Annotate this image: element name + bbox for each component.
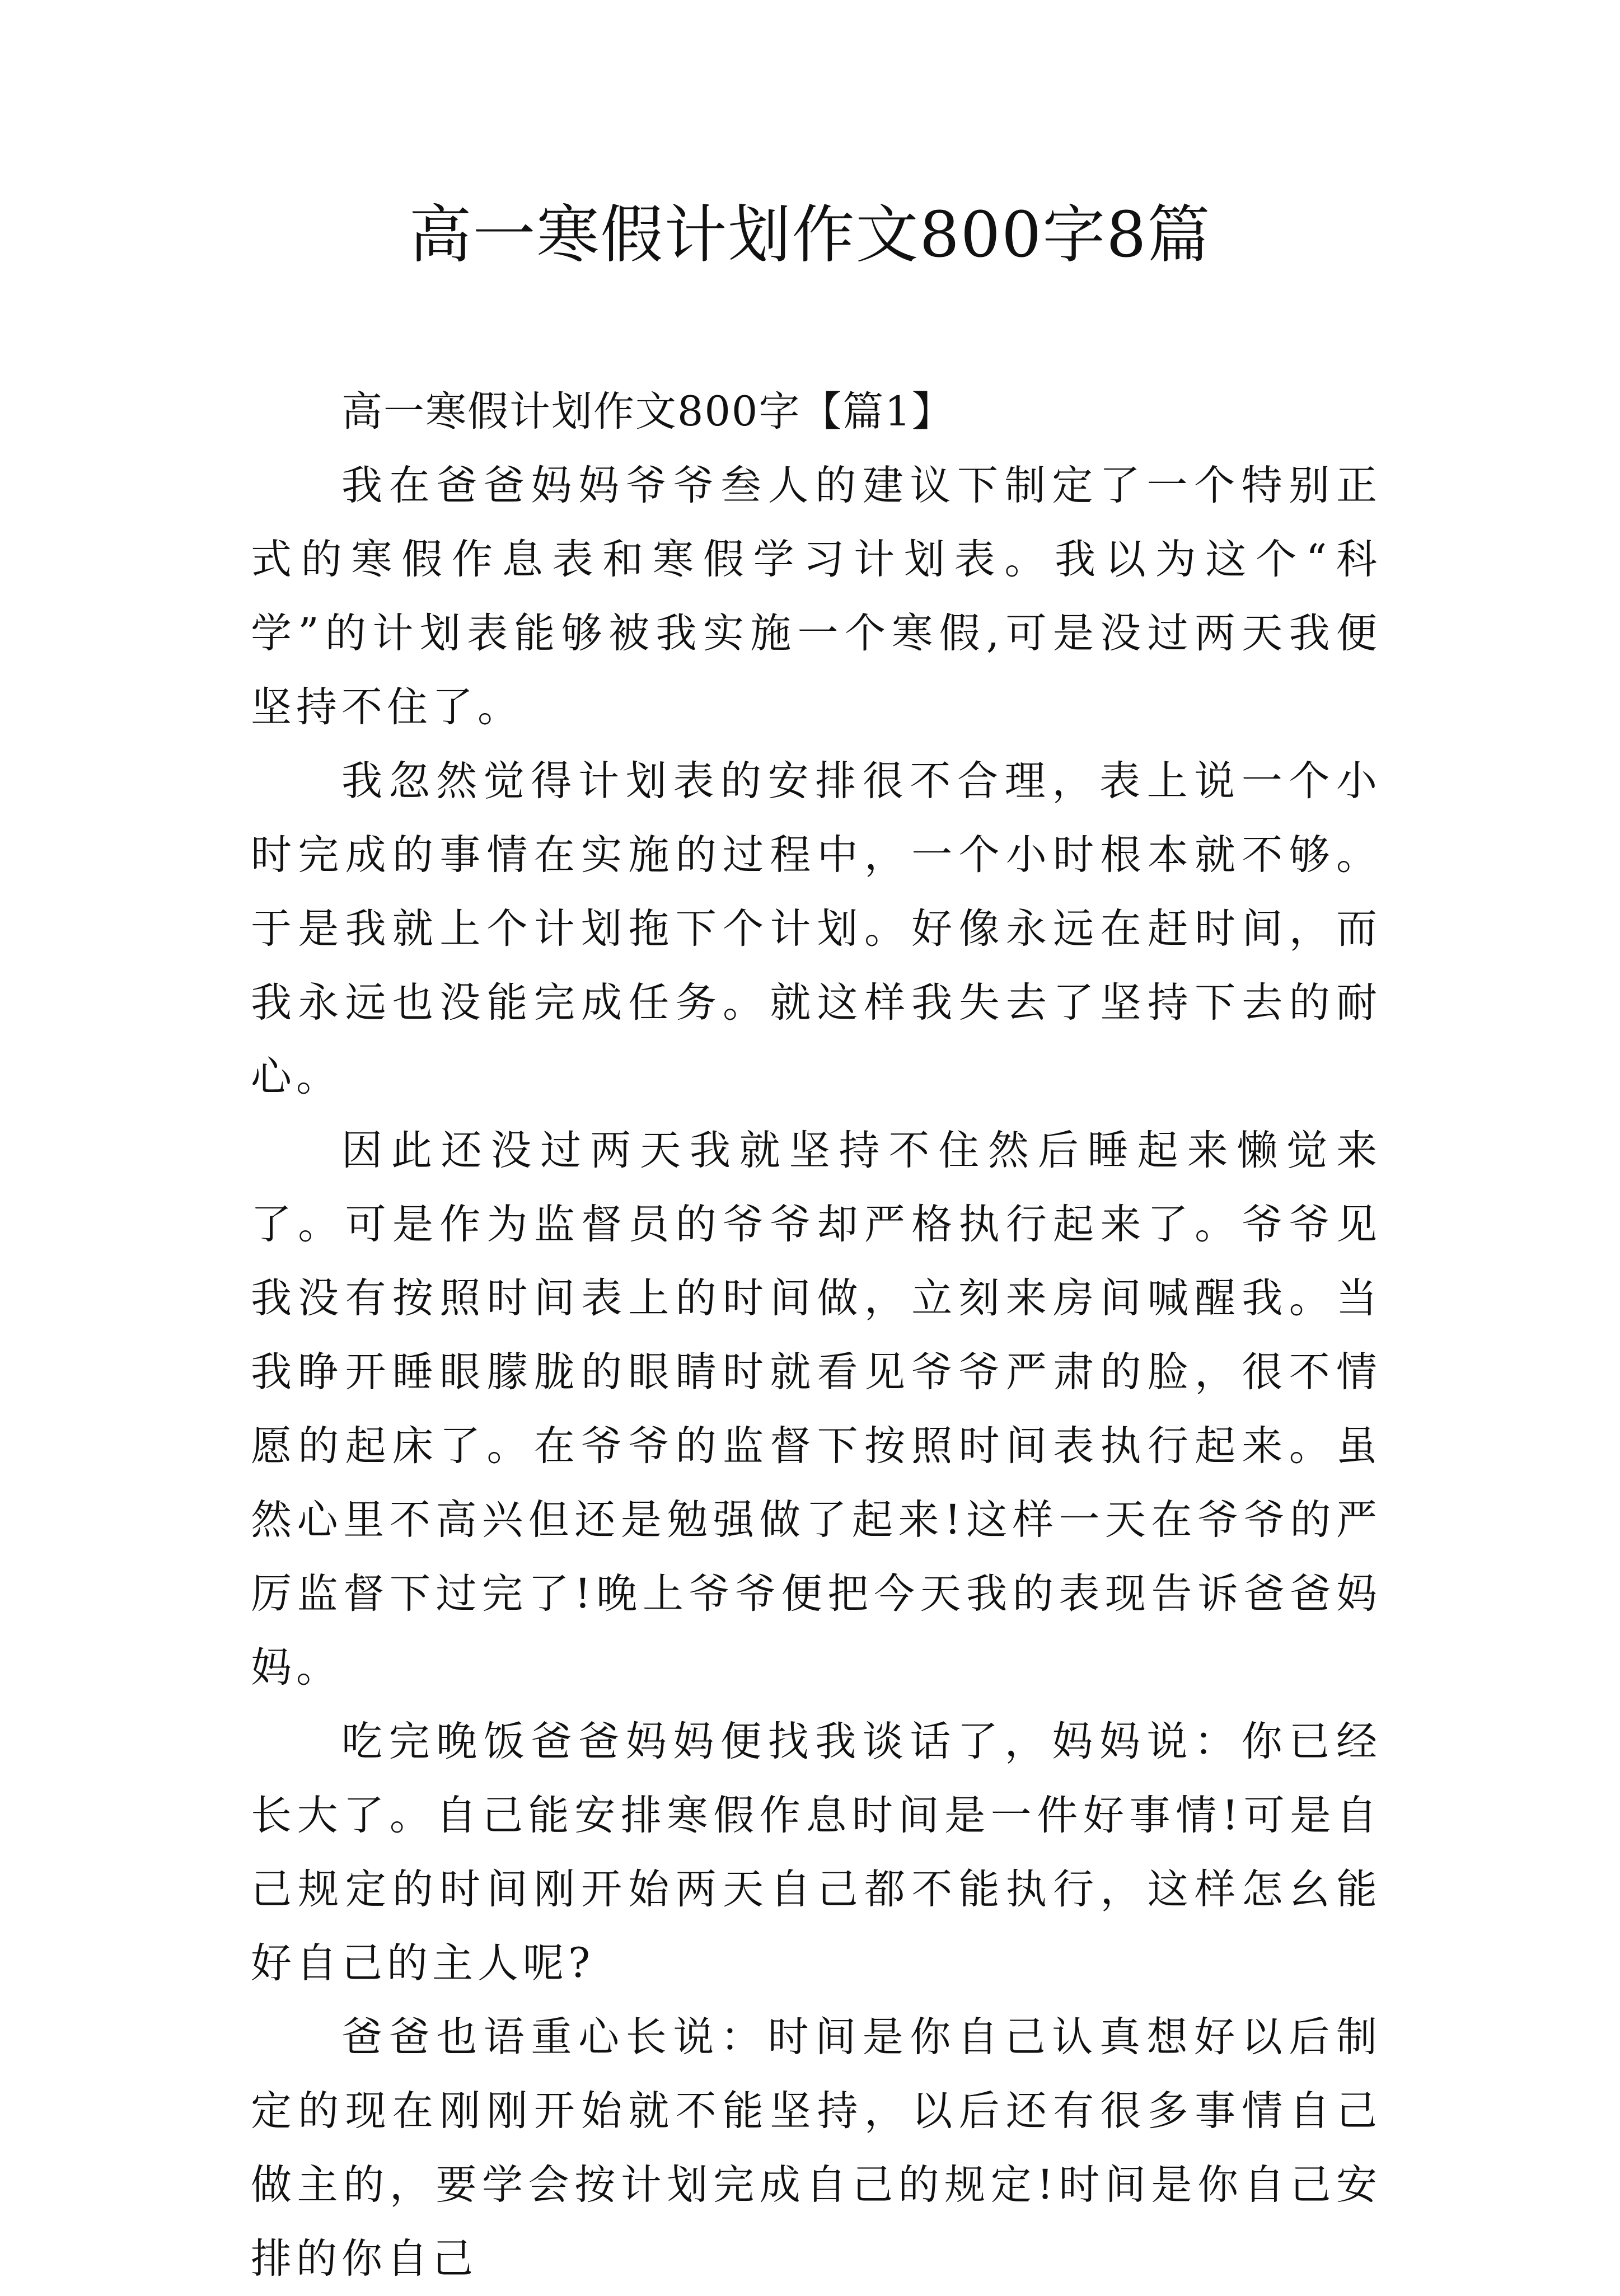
document-title: 高一寒假计划作文800字8篇 bbox=[409, 199, 1211, 271]
paragraph-3: 因此还没过两天我就坚持不住然后睡起来懒觉来了。可是作为监督员的爷爷却严格执行起来了。爷爷见我没有按照时间表上的时间做，立刻来房间喊醒我。当我睁开睡眼朦胧的眼睛时就看见爷爷严肃的脸，很不情愿的起床了。在爷爷的监督下按照时间表执行起来。虽然心里不高兴但还是勉强做了起来!这样一天在爷爷的严厉监督下过完了!晚上爷爷便把今天我的表现告诉爸爸妈妈。 bbox=[251, 1127, 1382, 1691]
paragraph-1: 我在爸爸妈妈爷爷叁人的建议下制定了一个特别正式的寒假作息表和寒假学习计划表。我以为这个“科学”的计划表能够被我实施一个寒假,可是没过两天我便坚持不住了。 bbox=[251, 462, 1382, 731]
paragraph-2: 我忽然觉得计划表的安排很不合理，表上说一个小时完成的事情在实施的过程中，一个小时根本就不够。于是我就上个计划拖下个计划。好像永远在赶时间，而我永远也没能完成任务。就这样我失去了坚持下去的耐心。 bbox=[251, 757, 1382, 1100]
paragraph-4: 吃完晚饭爸爸妈妈便找我谈话了，妈妈说：你已经长大了。自己能安排寒假作息时间是一件好事情!可是自己规定的时间刚开始两天自己都不能执行，这样怎幺能好自己的主人呢? bbox=[251, 1718, 1382, 1987]
section-heading: 高一寒假计划作文800字【篇1】 bbox=[341, 388, 954, 435]
paragraph-5: 爸爸也语重心长说：时间是你自己认真想好以后制定的现在刚刚开始就不能坚持，以后还有很多事情自己做主的，要学会按计划完成自己的规定!时间是你自己安排的你自己 bbox=[251, 2013, 1382, 2283]
document-body bbox=[251, 375, 1382, 2296]
